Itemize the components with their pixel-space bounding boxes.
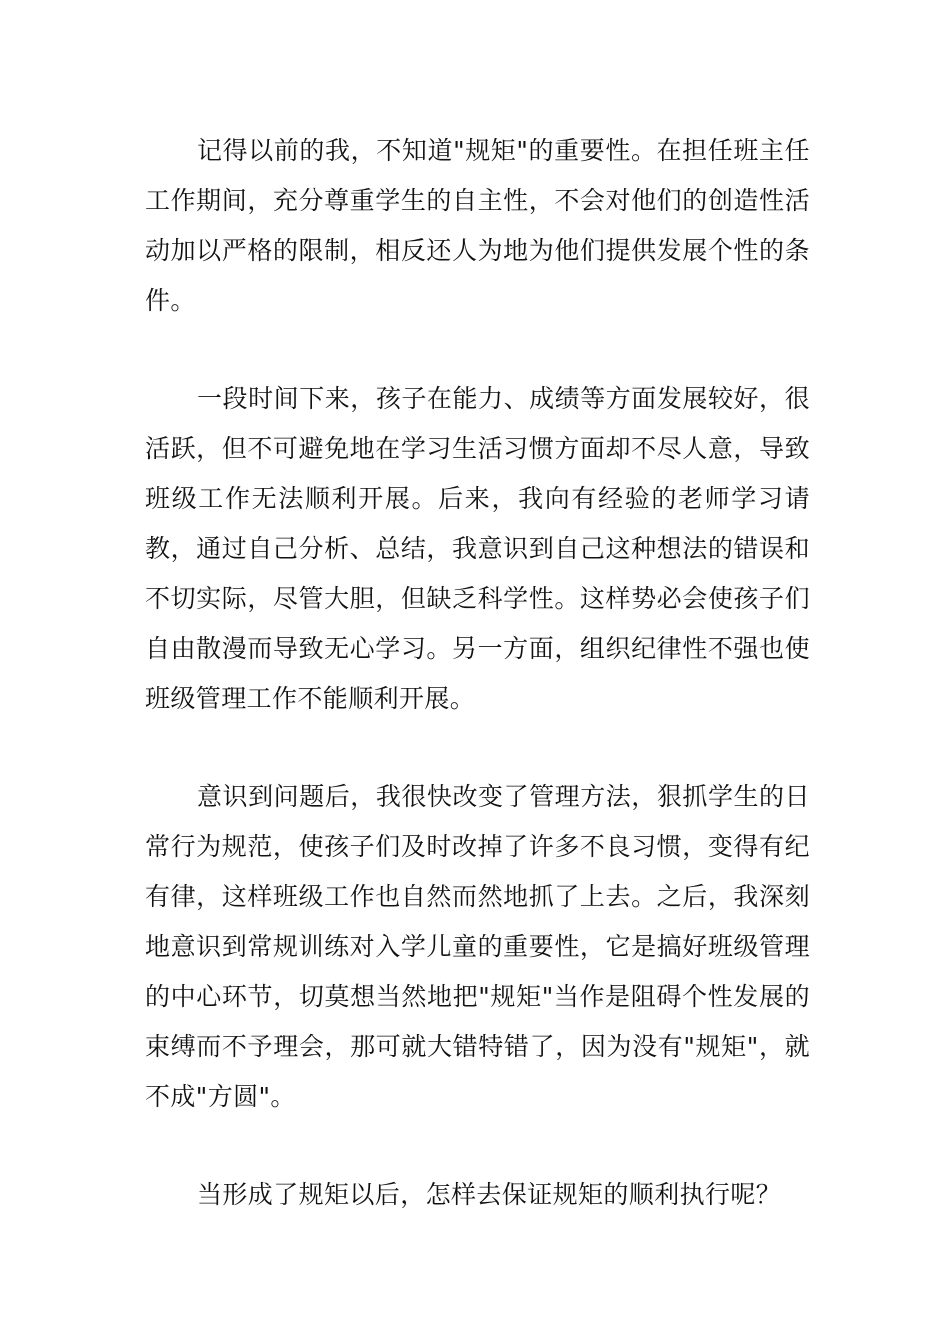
paragraph-2: 一段时间下来，孩子在能力、成绩等方面发展较好，很活跃，但不可避免地在学习生活习惯方面却不尽人意，导致班级工作无法顺利开展。后来，我向有经验的老师学习请教，通过自己分析、总结，我意识到自己这种想法的错误和不切实际，尽管大胆，但缺乏科学性。这样势必会使孩子们自由散漫而导致无心学习。另一方面，组织纪律性不强也使班级管理工作不能顺利开展。 bbox=[145, 384, 810, 713]
document-body bbox=[145, 126, 810, 1268]
paragraph-4: 当形成了规矩以后，怎样去保证规矩的顺利执行呢？ bbox=[197, 1180, 782, 1209]
paragraph-1: 记得以前的我，不知道"规矩"的重要性。在担任班主任工作期间，充分尊重学生的自主性，不会对他们的创造性活动加以严格的限制，相反还人为地为他们提供发展个性的条件。 bbox=[145, 136, 810, 315]
paragraph-3: 意识到问题后，我很快改变了管理方法，狠抓学生的日常行为规范，使孩子们及时改掉了许多不良习惯，变得有纪有律，这样班级工作也自然而然地抓了上去。之后，我深刻地意识到常规训练对入学儿童的重要性，它是搞好班级管理的中心环节，切莫想当然地把"规矩"当作是阻碍个性发展的束缚而不予理会，那可就大错特错了，因为没有"规矩"，就不成"方圆"。 bbox=[145, 782, 810, 1111]
